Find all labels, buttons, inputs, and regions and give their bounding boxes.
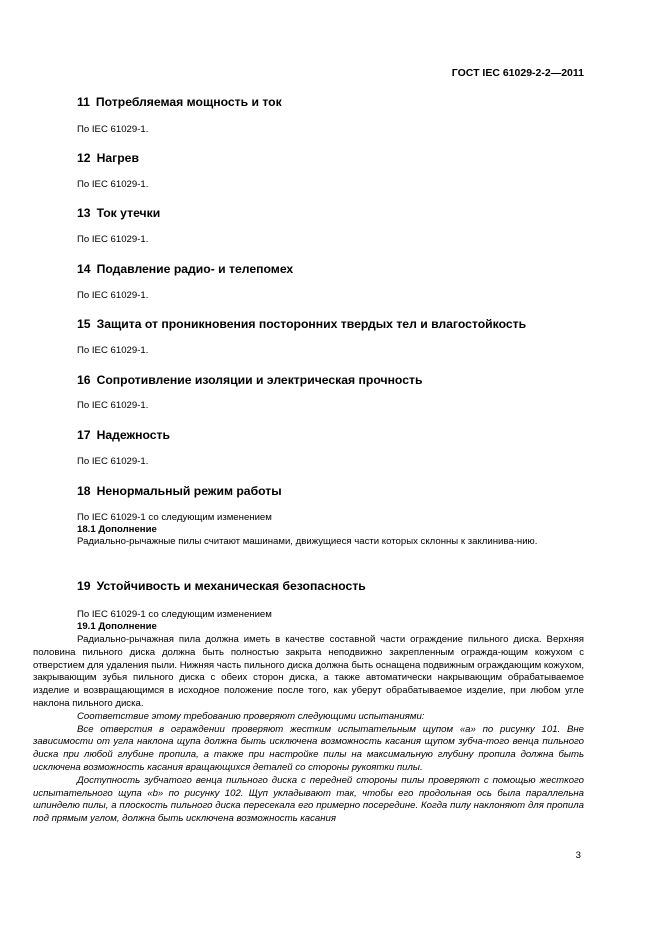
section-14-heading: [77, 262, 293, 276]
section-15-text: По IEC 61029-1.: [77, 345, 149, 356]
section-16-text: По IEC 61029-1.: [77, 400, 149, 411]
section-14-text: По IEC 61029-1.: [77, 290, 149, 301]
document-header: ГОСТ IEC 61029-2-2—2011: [451, 67, 584, 79]
section-13-text: По IEC 61029-1.: [77, 234, 149, 245]
section-number: 14: [77, 262, 91, 276]
section-12-text: По IEC 61029-1.: [77, 179, 149, 190]
page-number: 3: [575, 850, 581, 861]
section-number: 17: [77, 428, 91, 442]
paragraph-italic: Все отверстия в ограждении проверяют жестким испытательным щупом «а» по рисунку 101. Вне зависимости от угла наклона щупа должна быть исключена возможность касания щупом зубча-того венца пильного диска при любой глубине пропила, а также при настройке пилы на максимальную глубину пропила должна быть исключена возможность касания вращающихся деталей со стороны рукоятки пилы.: [33, 723, 584, 773]
section-11-text: По IEC 61029-1.: [77, 124, 149, 135]
section-number: 12: [77, 151, 91, 165]
paragraph: Радиально-рычажная пила должна иметь в качестве составной части ограждение пильного диска. Верхняя половина пильного диска должна быть полностью закрыта неподвижно закрепленным огражда-ющим кожухом с отверстием для удаления пыли. Нижняя часть пильного диска должна быть оснащена подвижным ограждающим кожухом, закрывающим зубья пильного диска с обеих сторон диска, а также автоматически накрывающим обрабатываемое изделие и возвращающимся в исходное положение после того, как уберут обрабатываемое изделие, при любом угле наклона пильного диска.: [33, 634, 584, 709]
paragraph-italic: Соответствие этому требованию проверяют следующими испытаниями:: [77, 710, 425, 722]
subsection-18-1-heading: 18.1 Дополнение: [77, 524, 157, 535]
section-number: 19: [77, 579, 91, 593]
paragraph: Радиально-рычажные пилы считают машинами, движущиеся части которых склонны к заклинива-нию.: [77, 536, 538, 547]
subsection-18-1-body: [33, 536, 584, 549]
subsection-19-1-heading: 19.1 Дополнение: [77, 621, 157, 632]
section-number: 11: [77, 95, 90, 109]
section-title: Надежность: [96, 428, 171, 442]
section-title: Подавление радио- и телепомех: [96, 262, 294, 276]
section-12-heading: [77, 151, 139, 165]
section-number: 15: [77, 317, 91, 331]
paragraph-italic: Доступность зубчатого венца пильного диска с передней стороны пилы проверяют с помощью жесткого испытательного щупа «b» по рисунку 102. Щуп укладывают так, чтобы его продольная ось была параллельна шпинделю пилы, а плоскость пильного диска пересекала его примерно посередине. Когда пилу наклоняют для пропила под прямым углом, должна быть исключена возможность касания: [33, 774, 584, 825]
section-19-text: По IEC 61029-1 со следующим изменением: [77, 609, 272, 620]
section-number: 16: [77, 373, 91, 387]
section-title: Ток утечки: [96, 206, 161, 220]
section-16-heading: [77, 373, 422, 387]
section-17-heading: [77, 428, 170, 442]
section-title: Нагрев: [96, 151, 139, 165]
subsection-19-1-body: [33, 634, 584, 826]
section-18-text: По IEC 61029-1 со следующим изменением: [77, 512, 272, 523]
section-18-heading: [77, 484, 282, 498]
section-title: Потребляемая мощность и ток: [95, 95, 282, 109]
section-title: Защита от проникновения посторонних твердых тел и влагостойкость: [96, 317, 527, 331]
section-title: Сопротивление изоляции и электрическая прочность: [96, 373, 423, 387]
section-number: 13: [77, 206, 91, 220]
section-19-heading: [77, 579, 366, 593]
section-11-heading: [77, 95, 282, 109]
section-title: Ненормальный режим работы: [96, 484, 282, 498]
section-15-heading: [77, 317, 526, 331]
section-13-heading: [77, 206, 160, 220]
section-title: Устойчивость и механическая безопасность: [96, 579, 366, 593]
section-17-text: По IEC 61029-1.: [77, 456, 149, 467]
section-number: 18: [77, 484, 91, 498]
